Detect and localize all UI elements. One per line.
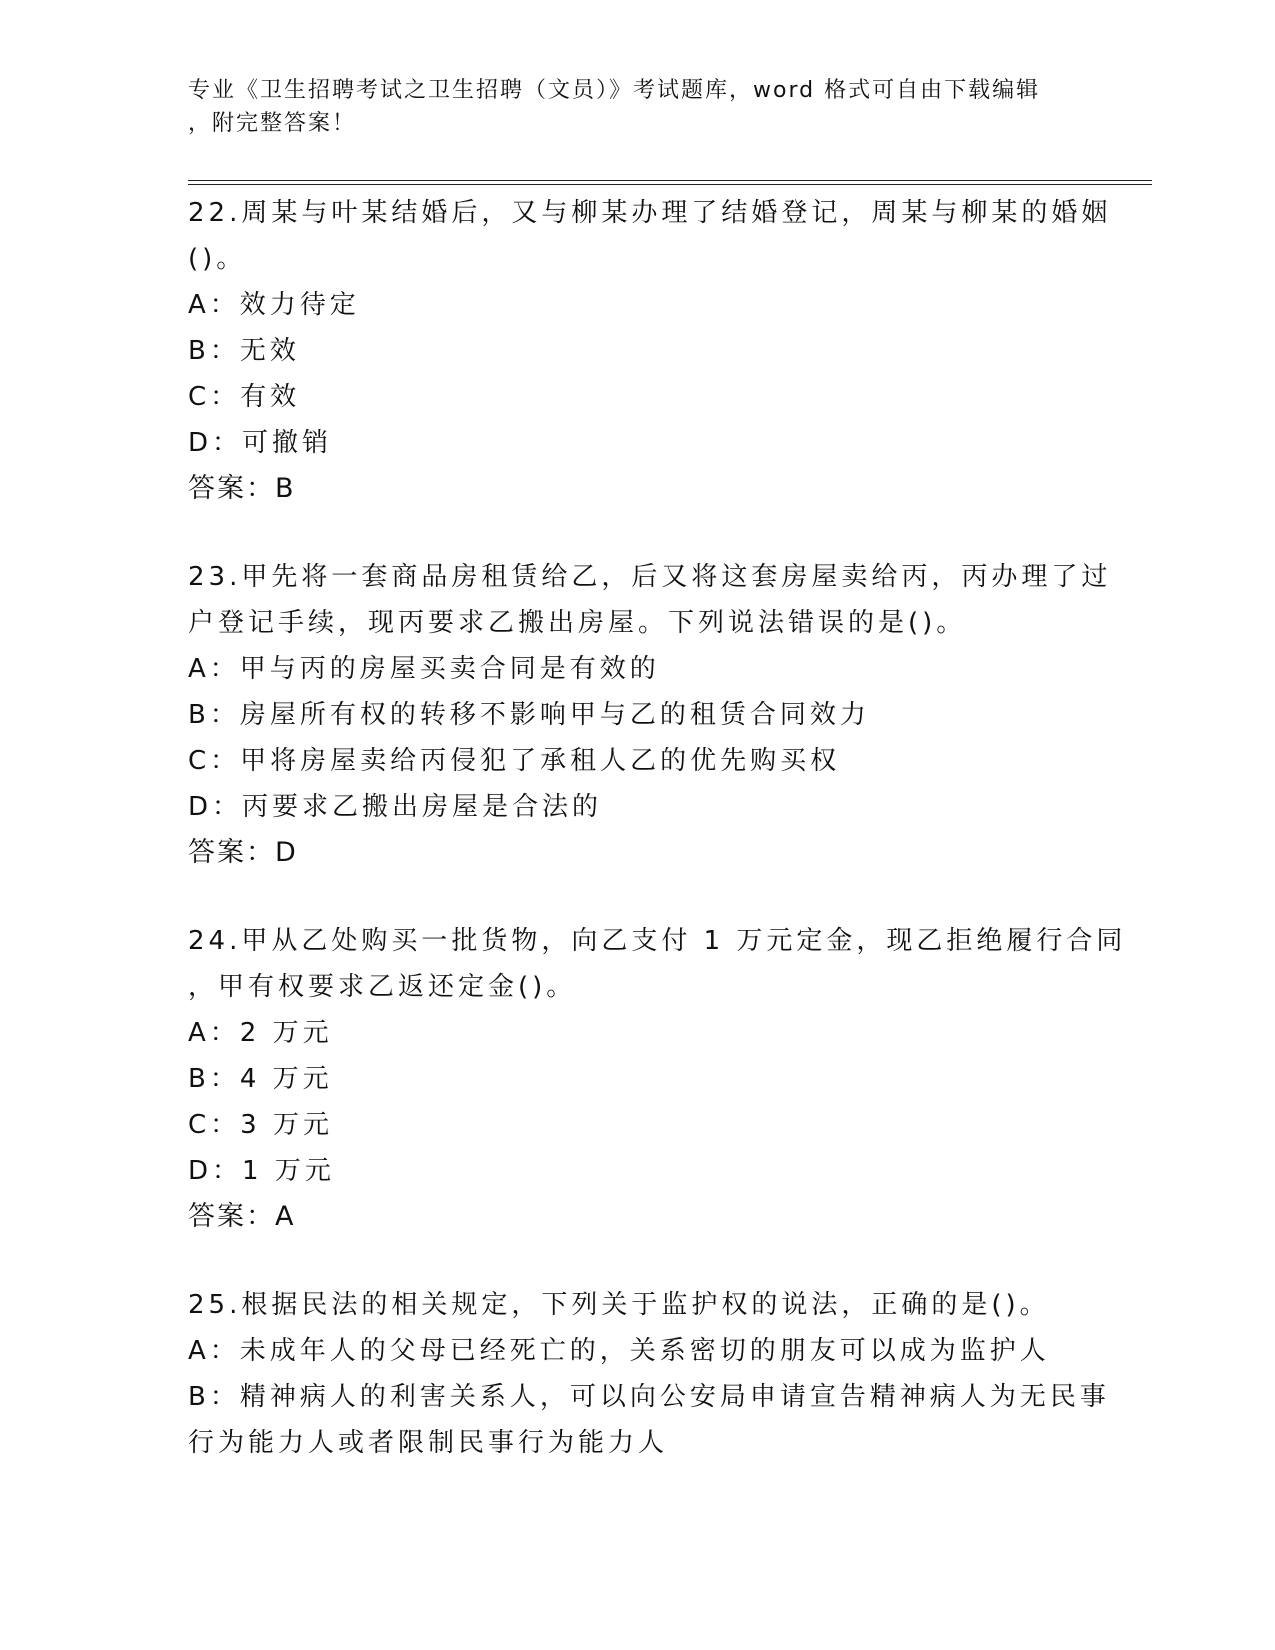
question-stem: 户登记手续，现丙要求乙搬出房屋。下列说法错误的是()。 [188,608,967,638]
question-stem: ，甲有权要求乙返还定金()。 [188,972,577,1002]
option-d: D：丙要求乙搬出房屋是合法的 [188,792,603,822]
option-c: C：3 万元 [188,1110,333,1140]
option-c: C：有效 [188,382,301,412]
option-b: B：4 万元 [188,1064,333,1094]
option-a: A：效力待定 [188,290,360,320]
option-a: A：甲与丙的房屋买卖合同是有效的 [188,654,660,684]
option-a: A：2 万元 [188,1018,333,1048]
question-stem: 25.根据民法的相关规定，下列关于监护权的说法，正确的是()。 [188,1290,1050,1320]
option-c: C：甲将房屋卖给丙侵犯了承租人乙的优先购买权 [188,746,841,776]
header-line-2: ，附完整答案！ [188,111,357,136]
option-b: B：精神病人的利害关系人，可以向公安局申请宣告精神病人为无民事 [188,1382,1110,1412]
header-line-1: 专业《卫生招聘考试之卫生招聘（文员）》考试题库，word 格式可自由下载编辑 [188,78,1041,103]
answer: 答案：D [188,837,298,868]
answer: 答案：A [188,1201,296,1232]
document-header [188,74,1078,140]
answer: 答案：B [188,473,296,504]
option-b-continued: 行为能力人或者限制民事行为能力人 [188,1428,669,1458]
option-b: B：房屋所有权的转移不影响甲与乙的租赁合同效力 [188,700,870,730]
option-d: D：可撤销 [188,428,333,458]
question-22 [188,190,1112,512]
option-a: A：未成年人的父母已经死亡的，关系密切的朋友可以成为监护人 [188,1336,1050,1366]
question-stem: 23.甲先将一套商品房租赁给乙，后又将这套房屋卖给丙，丙办理了过 [188,562,1112,592]
option-d: D：1 万元 [188,1156,335,1186]
question-24 [188,918,1127,1240]
header-divider-bottom [188,184,1152,185]
option-b: B：无效 [188,336,300,366]
question-23 [188,554,1112,876]
question-stem: ()。 [188,244,247,274]
header-divider-top [188,180,1152,181]
question-stem: 22.周某与叶某结婚后，又与柳某办理了结婚登记，周某与柳某的婚姻 [188,198,1112,228]
question-stem: 24.甲从乙处购买一批货物，向乙支付 1 万元定金，现乙拒绝履行合同 [188,926,1127,956]
question-list [188,190,1127,1508]
question-25 [188,1282,1110,1466]
